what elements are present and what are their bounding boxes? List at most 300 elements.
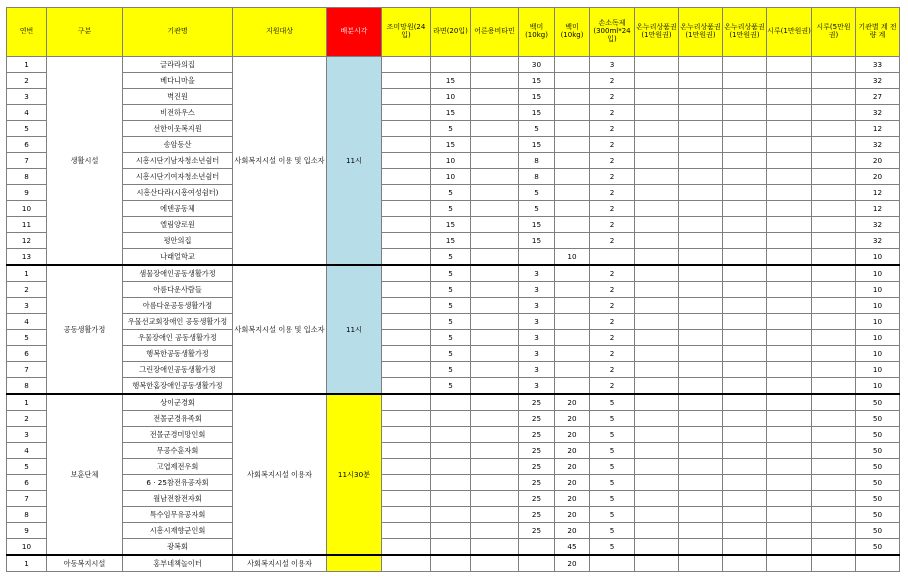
item-quantity <box>382 523 431 539</box>
item-quantity: 30 <box>519 57 555 73</box>
item-quantity: 25 <box>519 459 555 475</box>
table-row <box>7 233 900 249</box>
item-quantity <box>812 201 856 217</box>
item-quantity: 2 <box>590 89 635 105</box>
item-quantity <box>812 57 856 73</box>
item-quantity: 5 <box>431 121 471 137</box>
item-quantity <box>767 57 812 73</box>
item-quantity <box>767 201 812 217</box>
row-number: 3 <box>7 298 47 314</box>
item-quantity <box>679 169 723 185</box>
institution-name: 홍부네책놀이터 <box>123 555 233 572</box>
institution-total <box>856 555 900 572</box>
item-quantity: 2 <box>590 121 635 137</box>
table-row <box>7 491 900 507</box>
item-quantity <box>555 298 590 314</box>
item-quantity <box>382 282 431 298</box>
item-quantity <box>767 475 812 491</box>
item-quantity <box>679 459 723 475</box>
item-quantity <box>382 427 431 443</box>
table-row <box>7 507 900 523</box>
item-quantity: 15 <box>519 217 555 233</box>
institution-name: 6 · 25참전유공자회 <box>123 475 233 491</box>
item-quantity: 25 <box>519 394 555 411</box>
institution-total: 10 <box>856 378 900 395</box>
item-quantity <box>679 475 723 491</box>
item-quantity <box>382 185 431 201</box>
distribution-table <box>6 7 900 572</box>
row-number: 6 <box>7 346 47 362</box>
row-number: 8 <box>7 378 47 395</box>
item-quantity: 25 <box>519 427 555 443</box>
item-quantity <box>812 265 856 282</box>
item-quantity <box>635 249 679 266</box>
item-quantity: 20 <box>555 555 590 572</box>
institution-total: 50 <box>856 491 900 507</box>
institution-total: 10 <box>856 314 900 330</box>
item-quantity <box>382 265 431 282</box>
item-quantity <box>555 265 590 282</box>
item-quantity <box>767 346 812 362</box>
item-quantity <box>382 153 431 169</box>
item-quantity <box>471 427 519 443</box>
table-row <box>7 427 900 443</box>
institution-name: 글라라의집 <box>123 57 233 73</box>
item-quantity: 2 <box>590 137 635 153</box>
distribution-time: 11시30분 <box>327 394 382 555</box>
institution-name: 우물장애인 공동생활가정 <box>123 330 233 346</box>
institution-name: 송암동산 <box>123 137 233 153</box>
item-quantity <box>382 57 431 73</box>
item-quantity: 15 <box>519 105 555 121</box>
item-quantity <box>812 314 856 330</box>
item-quantity <box>382 507 431 523</box>
item-quantity: 25 <box>519 411 555 427</box>
item-quantity <box>635 378 679 395</box>
item-quantity <box>431 427 471 443</box>
institution-total: 50 <box>856 443 900 459</box>
item-quantity <box>382 73 431 89</box>
item-quantity <box>635 89 679 105</box>
item-quantity <box>812 378 856 395</box>
item-quantity: 3 <box>519 265 555 282</box>
item-quantity: 20 <box>555 411 590 427</box>
institution-name: 전몰군경유족회 <box>123 411 233 427</box>
item-quantity <box>555 282 590 298</box>
item-quantity <box>812 298 856 314</box>
item-quantity <box>382 217 431 233</box>
item-quantity: 2 <box>590 153 635 169</box>
item-quantity <box>679 298 723 314</box>
row-number: 3 <box>7 89 47 105</box>
item-quantity <box>812 507 856 523</box>
institution-total: 50 <box>856 507 900 523</box>
item-quantity <box>471 330 519 346</box>
item-quantity <box>679 555 723 572</box>
item-quantity <box>812 282 856 298</box>
item-quantity <box>767 394 812 411</box>
group-category: 공동생활가정 <box>47 265 123 394</box>
institution-total: 32 <box>856 217 900 233</box>
institution-total: 50 <box>856 539 900 556</box>
institution-name: 우물선교회장애인 공동생활가정 <box>123 314 233 330</box>
item-quantity <box>635 121 679 137</box>
item-quantity <box>723 362 767 378</box>
item-quantity <box>723 265 767 282</box>
item-quantity <box>723 233 767 249</box>
item-quantity <box>767 443 812 459</box>
item-quantity <box>635 282 679 298</box>
institution-name: 비전하우스 <box>123 105 233 121</box>
item-quantity: 5 <box>431 185 471 201</box>
item-quantity <box>812 555 856 572</box>
item-quantity <box>382 411 431 427</box>
item-quantity: 2 <box>590 330 635 346</box>
row-number: 1 <box>7 555 47 572</box>
item-quantity: 15 <box>519 89 555 105</box>
table-row <box>7 330 900 346</box>
item-quantity: 10 <box>431 153 471 169</box>
item-quantity: 5 <box>431 201 471 217</box>
row-number: 9 <box>7 185 47 201</box>
row-number: 9 <box>7 523 47 539</box>
item-quantity: 20 <box>555 427 590 443</box>
row-number: 5 <box>7 121 47 137</box>
item-quantity: 10 <box>431 169 471 185</box>
item-quantity <box>471 411 519 427</box>
item-quantity <box>471 555 519 572</box>
row-number: 10 <box>7 201 47 217</box>
distribution-time <box>327 555 382 572</box>
item-quantity <box>471 73 519 89</box>
item-quantity: 2 <box>590 185 635 201</box>
item-quantity <box>555 153 590 169</box>
item-quantity <box>679 427 723 443</box>
item-quantity: 20 <box>555 507 590 523</box>
item-quantity <box>590 249 635 266</box>
table-row <box>7 121 900 137</box>
column-header: 구분 <box>47 8 123 57</box>
item-quantity <box>723 73 767 89</box>
institution-total: 20 <box>856 169 900 185</box>
table-row <box>7 201 900 217</box>
item-quantity: 5 <box>519 185 555 201</box>
item-quantity: 3 <box>590 57 635 73</box>
institution-name: 아름다운공동생활가정 <box>123 298 233 314</box>
item-quantity <box>471 105 519 121</box>
item-quantity <box>635 459 679 475</box>
item-quantity <box>635 201 679 217</box>
institution-name: 무공수훈자회 <box>123 443 233 459</box>
item-quantity <box>723 249 767 266</box>
item-quantity: 2 <box>590 233 635 249</box>
item-quantity <box>679 249 723 266</box>
institution-total: 10 <box>856 346 900 362</box>
item-quantity <box>471 233 519 249</box>
item-quantity <box>679 507 723 523</box>
institution-total: 10 <box>856 362 900 378</box>
item-quantity: 3 <box>519 346 555 362</box>
item-quantity <box>812 217 856 233</box>
item-quantity <box>431 443 471 459</box>
item-quantity <box>431 475 471 491</box>
item-quantity <box>555 57 590 73</box>
column-header: 온누리상품권 (1만원권) <box>679 8 723 57</box>
item-quantity <box>679 89 723 105</box>
item-quantity <box>471 265 519 282</box>
item-quantity: 15 <box>431 233 471 249</box>
row-number: 11 <box>7 217 47 233</box>
item-quantity <box>471 282 519 298</box>
item-quantity: 2 <box>590 362 635 378</box>
item-quantity <box>723 121 767 137</box>
item-quantity: 20 <box>555 523 590 539</box>
item-quantity <box>679 491 723 507</box>
item-quantity: 5 <box>431 314 471 330</box>
institution-total: 32 <box>856 233 900 249</box>
item-quantity <box>679 137 723 153</box>
column-header: 손소독제 (300ml*24입) <box>590 8 635 57</box>
item-quantity <box>635 57 679 73</box>
item-quantity <box>812 153 856 169</box>
item-quantity <box>723 298 767 314</box>
item-quantity <box>555 314 590 330</box>
item-quantity <box>471 475 519 491</box>
table-row <box>7 217 900 233</box>
item-quantity <box>767 265 812 282</box>
item-quantity <box>723 443 767 459</box>
item-quantity <box>382 121 431 137</box>
institution-name: 광복회 <box>123 539 233 556</box>
item-quantity <box>679 153 723 169</box>
item-quantity <box>635 411 679 427</box>
item-quantity <box>471 443 519 459</box>
item-quantity <box>767 233 812 249</box>
item-quantity <box>679 57 723 73</box>
item-quantity <box>767 539 812 556</box>
item-quantity <box>471 507 519 523</box>
item-quantity: 10 <box>431 89 471 105</box>
item-quantity: 3 <box>519 330 555 346</box>
column-header: 시루(5만원권) <box>812 8 856 57</box>
item-quantity: 3 <box>519 314 555 330</box>
row-number: 2 <box>7 282 47 298</box>
item-quantity: 15 <box>519 73 555 89</box>
institution-name: 시흥시단기여자청소년쉼터 <box>123 169 233 185</box>
item-quantity <box>590 555 635 572</box>
item-quantity <box>382 475 431 491</box>
institution-name: 행복한공동생활가정 <box>123 346 233 362</box>
item-quantity <box>635 555 679 572</box>
item-quantity <box>382 459 431 475</box>
item-quantity <box>471 137 519 153</box>
item-quantity <box>431 411 471 427</box>
item-quantity: 5 <box>590 443 635 459</box>
support-target: 사회복지시설 이용 및 입소자 <box>233 265 327 394</box>
item-quantity <box>679 201 723 217</box>
item-quantity: 25 <box>519 443 555 459</box>
item-quantity <box>382 314 431 330</box>
item-quantity <box>767 169 812 185</box>
item-quantity <box>767 427 812 443</box>
item-quantity: 2 <box>590 217 635 233</box>
item-quantity <box>382 555 431 572</box>
item-quantity <box>723 153 767 169</box>
item-quantity <box>767 314 812 330</box>
row-number: 4 <box>7 314 47 330</box>
institution-name: 벽진원 <box>123 89 233 105</box>
item-quantity <box>555 89 590 105</box>
row-number: 13 <box>7 249 47 266</box>
item-quantity <box>679 330 723 346</box>
item-quantity: 3 <box>519 298 555 314</box>
item-quantity <box>382 346 431 362</box>
item-quantity <box>723 201 767 217</box>
item-quantity <box>767 121 812 137</box>
item-quantity <box>679 523 723 539</box>
distribution-time: 11시 <box>327 265 382 394</box>
item-quantity <box>679 539 723 556</box>
institution-name: 그린장애인공동생활가정 <box>123 362 233 378</box>
institution-total: 32 <box>856 73 900 89</box>
item-quantity <box>471 201 519 217</box>
item-quantity <box>471 249 519 266</box>
item-quantity <box>471 57 519 73</box>
institution-name: 나래얼학교 <box>123 249 233 266</box>
column-header: 온누리상품권 (1만원권) <box>635 8 679 57</box>
item-quantity <box>635 362 679 378</box>
item-quantity <box>723 378 767 395</box>
item-quantity: 15 <box>431 105 471 121</box>
row-number: 3 <box>7 427 47 443</box>
item-quantity: 2 <box>590 105 635 121</box>
table-row <box>7 443 900 459</box>
item-quantity <box>555 169 590 185</box>
item-quantity <box>723 346 767 362</box>
item-quantity <box>723 217 767 233</box>
item-quantity <box>382 137 431 153</box>
row-number: 8 <box>7 507 47 523</box>
item-quantity <box>679 362 723 378</box>
item-quantity <box>723 105 767 121</box>
item-quantity <box>767 217 812 233</box>
institution-total: 32 <box>856 137 900 153</box>
group-category: 아동복지시설 <box>47 555 123 572</box>
item-quantity <box>635 475 679 491</box>
item-quantity: 3 <box>519 362 555 378</box>
item-quantity <box>679 443 723 459</box>
institution-total: 50 <box>856 459 900 475</box>
item-quantity <box>679 121 723 137</box>
item-quantity <box>635 169 679 185</box>
item-quantity <box>767 105 812 121</box>
table-row <box>7 73 900 89</box>
column-header: 조미망원(24입) <box>382 8 431 57</box>
item-quantity <box>471 362 519 378</box>
item-quantity <box>812 491 856 507</box>
institution-name: 에덴공동체 <box>123 201 233 217</box>
item-quantity: 25 <box>519 523 555 539</box>
item-quantity <box>679 233 723 249</box>
item-quantity: 5 <box>431 346 471 362</box>
item-quantity <box>635 217 679 233</box>
item-quantity <box>723 89 767 105</box>
item-quantity <box>767 249 812 266</box>
item-quantity <box>767 523 812 539</box>
item-quantity <box>382 105 431 121</box>
item-quantity: 5 <box>590 427 635 443</box>
row-number: 4 <box>7 443 47 459</box>
row-number: 7 <box>7 491 47 507</box>
column-header: 기관명 <box>123 8 233 57</box>
item-quantity <box>382 362 431 378</box>
group-category: 보훈단체 <box>47 394 123 555</box>
support-target: 사회복지시설 이용자 <box>233 555 327 572</box>
item-quantity <box>723 57 767 73</box>
item-quantity <box>635 265 679 282</box>
item-quantity <box>635 105 679 121</box>
table-row <box>7 265 900 282</box>
item-quantity: 15 <box>431 73 471 89</box>
item-quantity <box>723 330 767 346</box>
item-quantity: 5 <box>590 507 635 523</box>
item-quantity <box>382 233 431 249</box>
item-quantity <box>767 362 812 378</box>
item-quantity <box>767 73 812 89</box>
item-quantity <box>555 346 590 362</box>
item-quantity <box>812 394 856 411</box>
item-quantity <box>382 394 431 411</box>
item-quantity <box>723 411 767 427</box>
item-quantity <box>555 378 590 395</box>
item-quantity <box>382 539 431 556</box>
row-number: 1 <box>7 265 47 282</box>
item-quantity <box>382 298 431 314</box>
item-quantity: 25 <box>519 475 555 491</box>
item-quantity: 3 <box>519 378 555 395</box>
item-quantity: 15 <box>519 137 555 153</box>
table-row <box>7 539 900 556</box>
item-quantity: 5 <box>431 298 471 314</box>
row-number: 7 <box>7 153 47 169</box>
item-quantity <box>471 121 519 137</box>
item-quantity <box>555 137 590 153</box>
item-quantity: 5 <box>590 475 635 491</box>
table-row <box>7 249 900 266</box>
item-quantity <box>723 523 767 539</box>
item-quantity <box>812 539 856 556</box>
table-row <box>7 105 900 121</box>
item-quantity <box>812 411 856 427</box>
item-quantity <box>812 427 856 443</box>
table-row <box>7 169 900 185</box>
item-quantity <box>723 491 767 507</box>
item-quantity <box>723 394 767 411</box>
item-quantity <box>767 378 812 395</box>
institution-total: 50 <box>856 427 900 443</box>
item-quantity <box>635 491 679 507</box>
item-quantity <box>635 427 679 443</box>
item-quantity <box>471 185 519 201</box>
table-row <box>7 137 900 153</box>
support-target: 사회복지시설 이용 및 입소자 <box>233 57 327 266</box>
item-quantity <box>723 539 767 556</box>
item-quantity <box>812 330 856 346</box>
column-header: 백미(10kg) <box>555 8 590 57</box>
item-quantity <box>767 282 812 298</box>
item-quantity <box>767 555 812 572</box>
support-target: 사회복지시설 이용자 <box>233 394 327 555</box>
